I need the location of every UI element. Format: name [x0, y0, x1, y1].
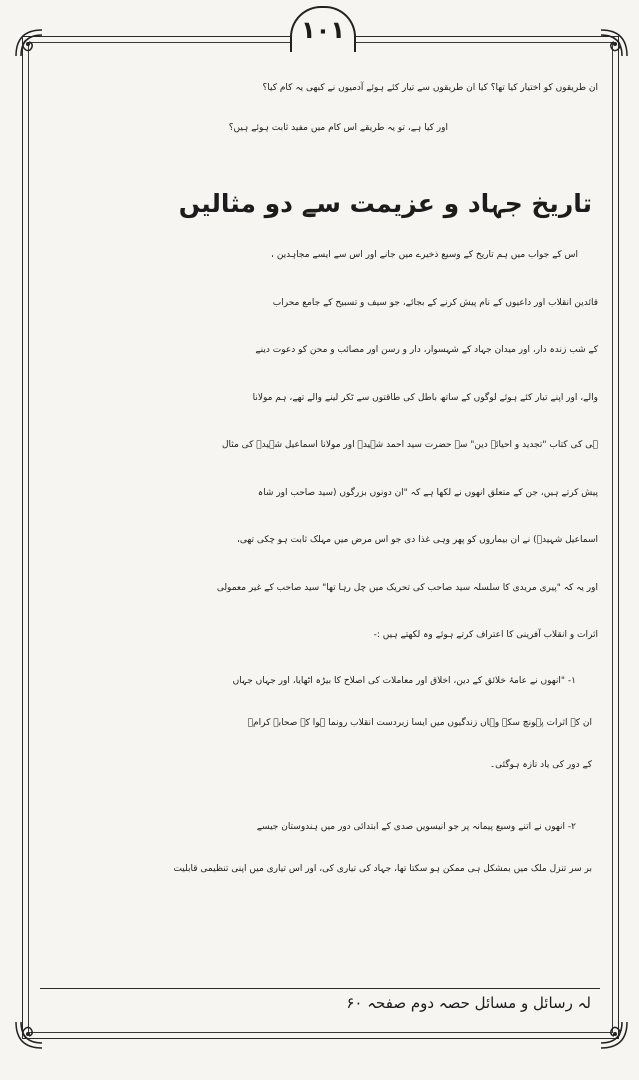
paragraph-line: پیش کرتے ہیں، جن کے متعلق انھوں نے لکھا ہے کہ "ان دونوں بزرگوں (سید صاحب اور شاہ — [257, 487, 598, 498]
paragraph-line: اثرات و انقلاب آفرینی کا اعتراف کرتے ہوئے وہ لکھتے ہیں :- — [373, 630, 598, 640]
footnote-divider — [40, 988, 600, 989]
section-heading: تاریخ جہاد و عزیمت سے دو مثالیں — [178, 189, 592, 218]
list-item-line: ۲- انھوں نے اتنے وسیع پیمانہ پر جو انیسویں صدی کے ابتدائی دور میں ہندوستان جیسے — [256, 821, 576, 832]
list-item-line: بر سر تنزل ملک میں بمشکل ہی ممکن ہو سکتا تھا، جہاد کی تیاری کی، اور اس تیاری میں اپنی تنظیمی قابلیت — [173, 863, 592, 874]
list-item-line: ۱- "انھوں نے عامۂ خلائق کے دین، اخلاق اور معاملات کی اصلاح کا بیڑہ اٹھایا، اور جہاں جہاں — [232, 675, 576, 686]
page-content — [44, 68, 598, 890]
footnote: لہ رسائل و مسائل حصہ دوم صفحہ ۶۰ — [346, 994, 591, 1012]
corner-ornament-icon — [597, 1018, 631, 1052]
corner-ornament-icon — [12, 26, 46, 60]
body-paragraph — [44, 232, 598, 660]
intro-line: اور کیا ہے، تو یہ طریقے اس کام میں مفید ثابت ہوئے ہیں؟ — [228, 123, 448, 133]
paragraph-line: ہی کی کتاب "تجدید و احیائے دین" سے حضرت سید احمد شہیدؒ اور مولانا اسماعیل شہیدؒ کی مثال — [221, 440, 598, 450]
paragraph-line: قائدین انقلاب اور داعیوں کے نام پیش کرنے کے بجائے، جو سیف و تسبیح کے جامع محراب — [272, 297, 598, 308]
paragraph-line: اس کے جواب میں ہم تاریخ کے وسیع ذخیرے میں جانے اور اس سے ایسے مجاہدین ، — [271, 250, 578, 260]
intro-line: ان طریقوں کو اختیار کیا تھا؟ کیا ان طریقوں سے تیار کئے ہوئے آدمیوں نے کبھی یہ کام کیا؟ — [262, 83, 598, 93]
paragraph-line: کے شب زندہ دار، اور میدان جہاد کے شہسوار، دار و رسن اور مصائب و محن کو دعوت دینے — [255, 345, 598, 355]
corner-ornament-icon — [597, 26, 631, 60]
list-item — [44, 660, 598, 786]
corner-ornament-icon — [12, 1018, 46, 1052]
list-item-line: ان کے اثرات پہونچ سکے وہاں زندگیوں میں ایسا زبردست انقلاب رونما ہوا کہ صحابہ کرامؓ — [247, 717, 592, 728]
list-item-line: کے دور کی یاد تازہ ہوگئی۔ — [489, 759, 592, 770]
numbered-list — [44, 660, 598, 890]
page-number: ١٠١ — [301, 16, 345, 44]
paragraph-line: اسماعیل شہیدؒ) نے ان بیماروں کو پھر وہی غذا دی جو اس مرض میں مہلک ثابت ہو چکی تھی، — [236, 535, 598, 545]
paragraph-line: اور یہ کہ "پیری مریدی کا سلسلہ سید صاحب کی تحریک میں چل رہا تھا" سید صاحب کے غیر معمولی — [216, 582, 598, 593]
page-number-badge — [290, 6, 356, 52]
list-item — [44, 806, 598, 890]
paragraph-line: والے، اور اپنے تیار کئے ہوئے لوگوں کے ساتھ باطل کی طاقتوں سے ٹکر لینے والے تھے، ہم مولانا — [252, 392, 598, 403]
